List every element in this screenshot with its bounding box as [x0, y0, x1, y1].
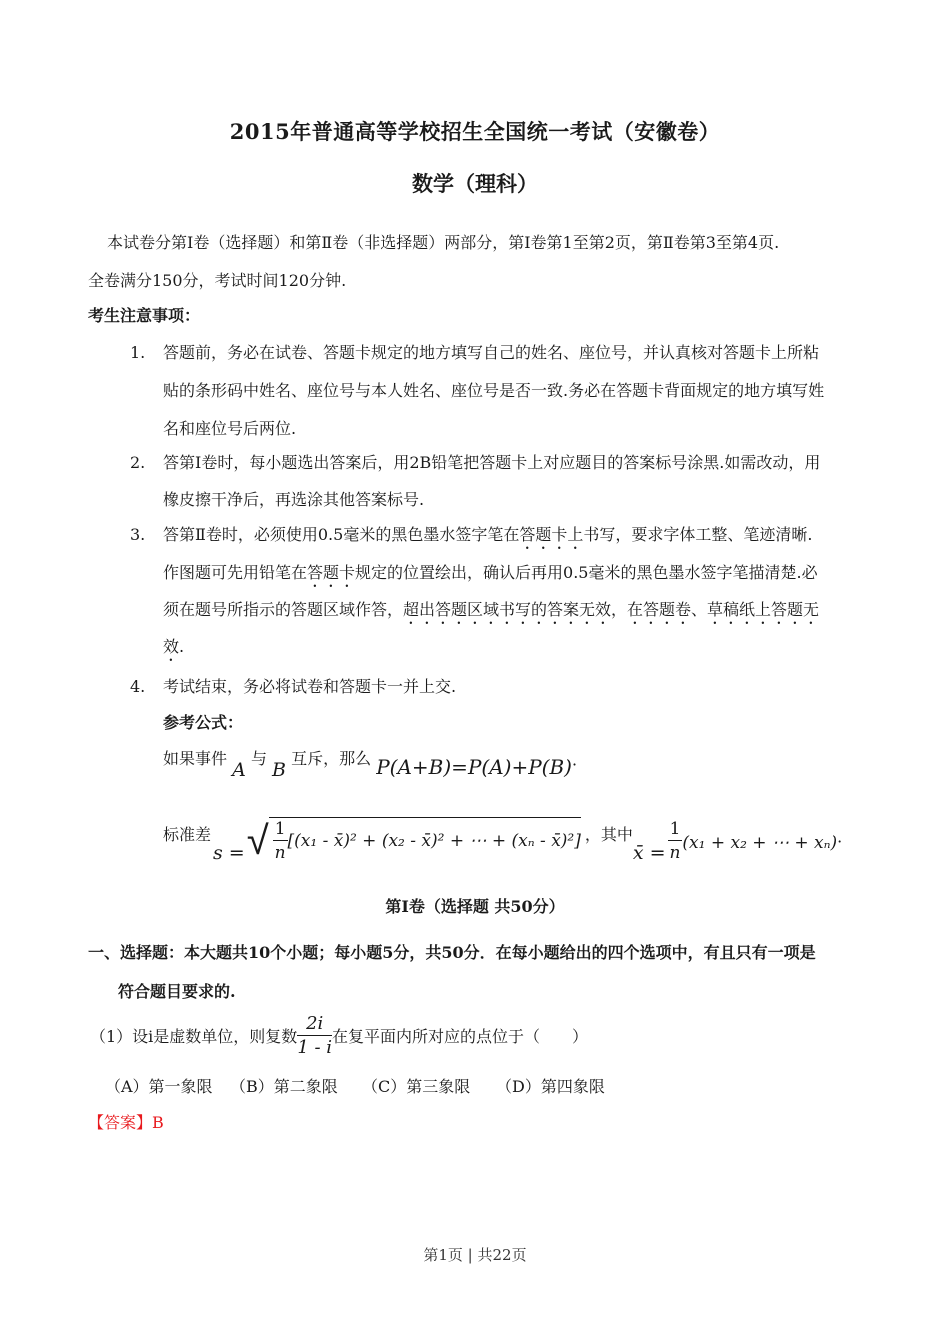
question-1-answer: 【答案】B — [88, 1113, 164, 1132]
question-1-text-post: 在复平面内所对应的点位于（ ） — [332, 1026, 589, 1046]
probability-text-pre: 如果事件 — [163, 749, 228, 768]
fraction-one-over-n — [273, 818, 288, 865]
section-instruction-line-2: 符合题目要求的. — [118, 982, 236, 1001]
notice-item-3-line-2 — [163, 563, 818, 591]
formulas-heading: 参考公式： — [163, 713, 244, 732]
page-footer: 第1页 | 共22页 — [423, 1246, 527, 1264]
period: · — [571, 755, 578, 774]
event-a: A — [232, 759, 246, 781]
notice-item-3-line-4 — [163, 637, 184, 665]
notice-item-3-number: 3. — [130, 525, 146, 544]
exam-title: 2015年普通高等学校招生全国统一考试（安徽卷） — [229, 119, 721, 144]
std-dev-label: 标准差 — [163, 825, 212, 844]
intro-line-1: 本试卷分第Ⅰ卷（选择题）和第Ⅱ卷（非选择题）两部分，第Ⅰ卷第1至第2页，第Ⅱ卷第3至第4页. — [107, 233, 780, 252]
notice-item-3-line-3 — [163, 600, 819, 628]
probability-formula-line — [163, 747, 578, 781]
probability-formula: P(A+B)=P(A)+P(B) — [376, 755, 572, 779]
exam-subtitle: 数学（理科） — [412, 171, 538, 196]
notice-item-3-line-1-pre: 答第Ⅱ卷时，必须使用0.5毫米的黑色墨水签字笔在 — [163, 525, 520, 544]
fraction-one-over-n-mean — [668, 818, 683, 865]
sqrt-icon: √ — [246, 818, 269, 864]
notice-item-3-line-1-post: 书写，要求字体工整、笔迹清晰. — [583, 525, 813, 544]
notice-item-2-line-2: 橡皮擦干净后，再选涂其他答案标号. — [163, 490, 425, 509]
question-1-text-pre: （1）设i是虚数单位，则复数 — [90, 1026, 298, 1046]
section-heading: 第Ⅰ卷（选择题 共50分） — [385, 897, 565, 916]
period: · — [837, 832, 843, 851]
sqrt-radicand — [269, 817, 581, 865]
notice-item-1-line-2: 贴的条形码中姓名、座位号与本人姓名、座位号是否一致.务必在答题卡背面规定的地方填写姓 — [163, 381, 825, 400]
fraction-denominator: n — [274, 843, 286, 863]
notice-item-3-line-4-post: . — [179, 637, 185, 656]
notice-heading: 考生注意事项： — [88, 306, 201, 325]
emphasized-text: 答题卡 — [307, 563, 356, 582]
notice-item-3-line-1 — [163, 525, 812, 553]
notice-item-4-number: 4. — [130, 677, 146, 696]
notice-item-4-line-1: 考试结束，务必将试卷和答题卡一并上交. — [163, 677, 457, 696]
question-1-option-b: （B）第二象限 — [230, 1077, 338, 1096]
std-dev-sum: [(x₁ - x̄)² + (x₂ - x̄)² + ⋯ + (xₙ - x̄)²] — [287, 831, 581, 851]
question-1-fraction — [297, 1013, 332, 1060]
fraction-denominator: 1 - i — [297, 1037, 333, 1058]
mean-lhs: x̄ = — [632, 842, 666, 864]
fraction-numerator: 2i — [297, 1013, 332, 1036]
question-1-option-d: （D）第四象限 — [496, 1077, 605, 1096]
notice-item-3-line-2-post: 规定的位置绘出，确认后再用0.5毫米的黑色墨水签字笔描清楚.必 — [355, 563, 818, 582]
notice-item-2-line-1: 答第Ⅰ卷时，每小题选出答案后，用2B铅笔把答题卡上对应题目的答案标号涂黑.如需改动，用 — [163, 453, 821, 472]
notice-item-3-line-3-pre: 须在题号所指示的答题区域作答， — [163, 600, 404, 619]
notice-item-1-line-1: 答题前，务必在试卷、答题卡规定的地方填写自己的姓名、座位号，并认真核对答题卡上所粘 — [163, 343, 820, 362]
question-1-option-a: （A）第一象限 — [105, 1077, 213, 1096]
notice-item-3-line-2-pre: 作图题可先用铅笔在 — [163, 563, 308, 582]
fraction-denominator: n — [669, 842, 681, 863]
std-dev-formula-line — [163, 817, 842, 865]
fraction-numerator: 1 — [274, 819, 286, 839]
emphasized-text: 答题卡上 — [519, 525, 584, 544]
question-1 — [90, 1013, 588, 1060]
probability-text-post: 互斥，那么 — [291, 749, 372, 768]
notice-item-1-line-3: 名和座位号后两位. — [163, 419, 297, 438]
std-dev-lhs: s = — [213, 842, 245, 864]
notice-item-1-number: 1. — [130, 343, 146, 362]
emphasized-text: 超出答题区域书写的答案无效，在答题卷、草稿纸上答题无 — [403, 600, 820, 619]
std-dev-separator: ，其中 — [584, 825, 633, 844]
intro-line-2: 全卷满分150分，考试时间120分钟. — [88, 271, 347, 290]
mean-sum: (x₁ + x₂ + ⋯ + xₙ) — [682, 833, 838, 853]
question-1-option-c: （C）第三象限 — [362, 1077, 471, 1096]
notice-item-2-number: 2. — [130, 453, 146, 472]
emphasized-text: 效 — [163, 637, 180, 656]
probability-text-mid: 与 — [250, 749, 267, 768]
fraction-numerator: 1 — [669, 818, 681, 839]
section-instruction-line-1: 一、选择题：本大题共10个小题；每小题5分，共50分．在每小题给出的四个选项中，有且只有一项是 — [88, 943, 816, 962]
event-b: B — [272, 759, 287, 781]
